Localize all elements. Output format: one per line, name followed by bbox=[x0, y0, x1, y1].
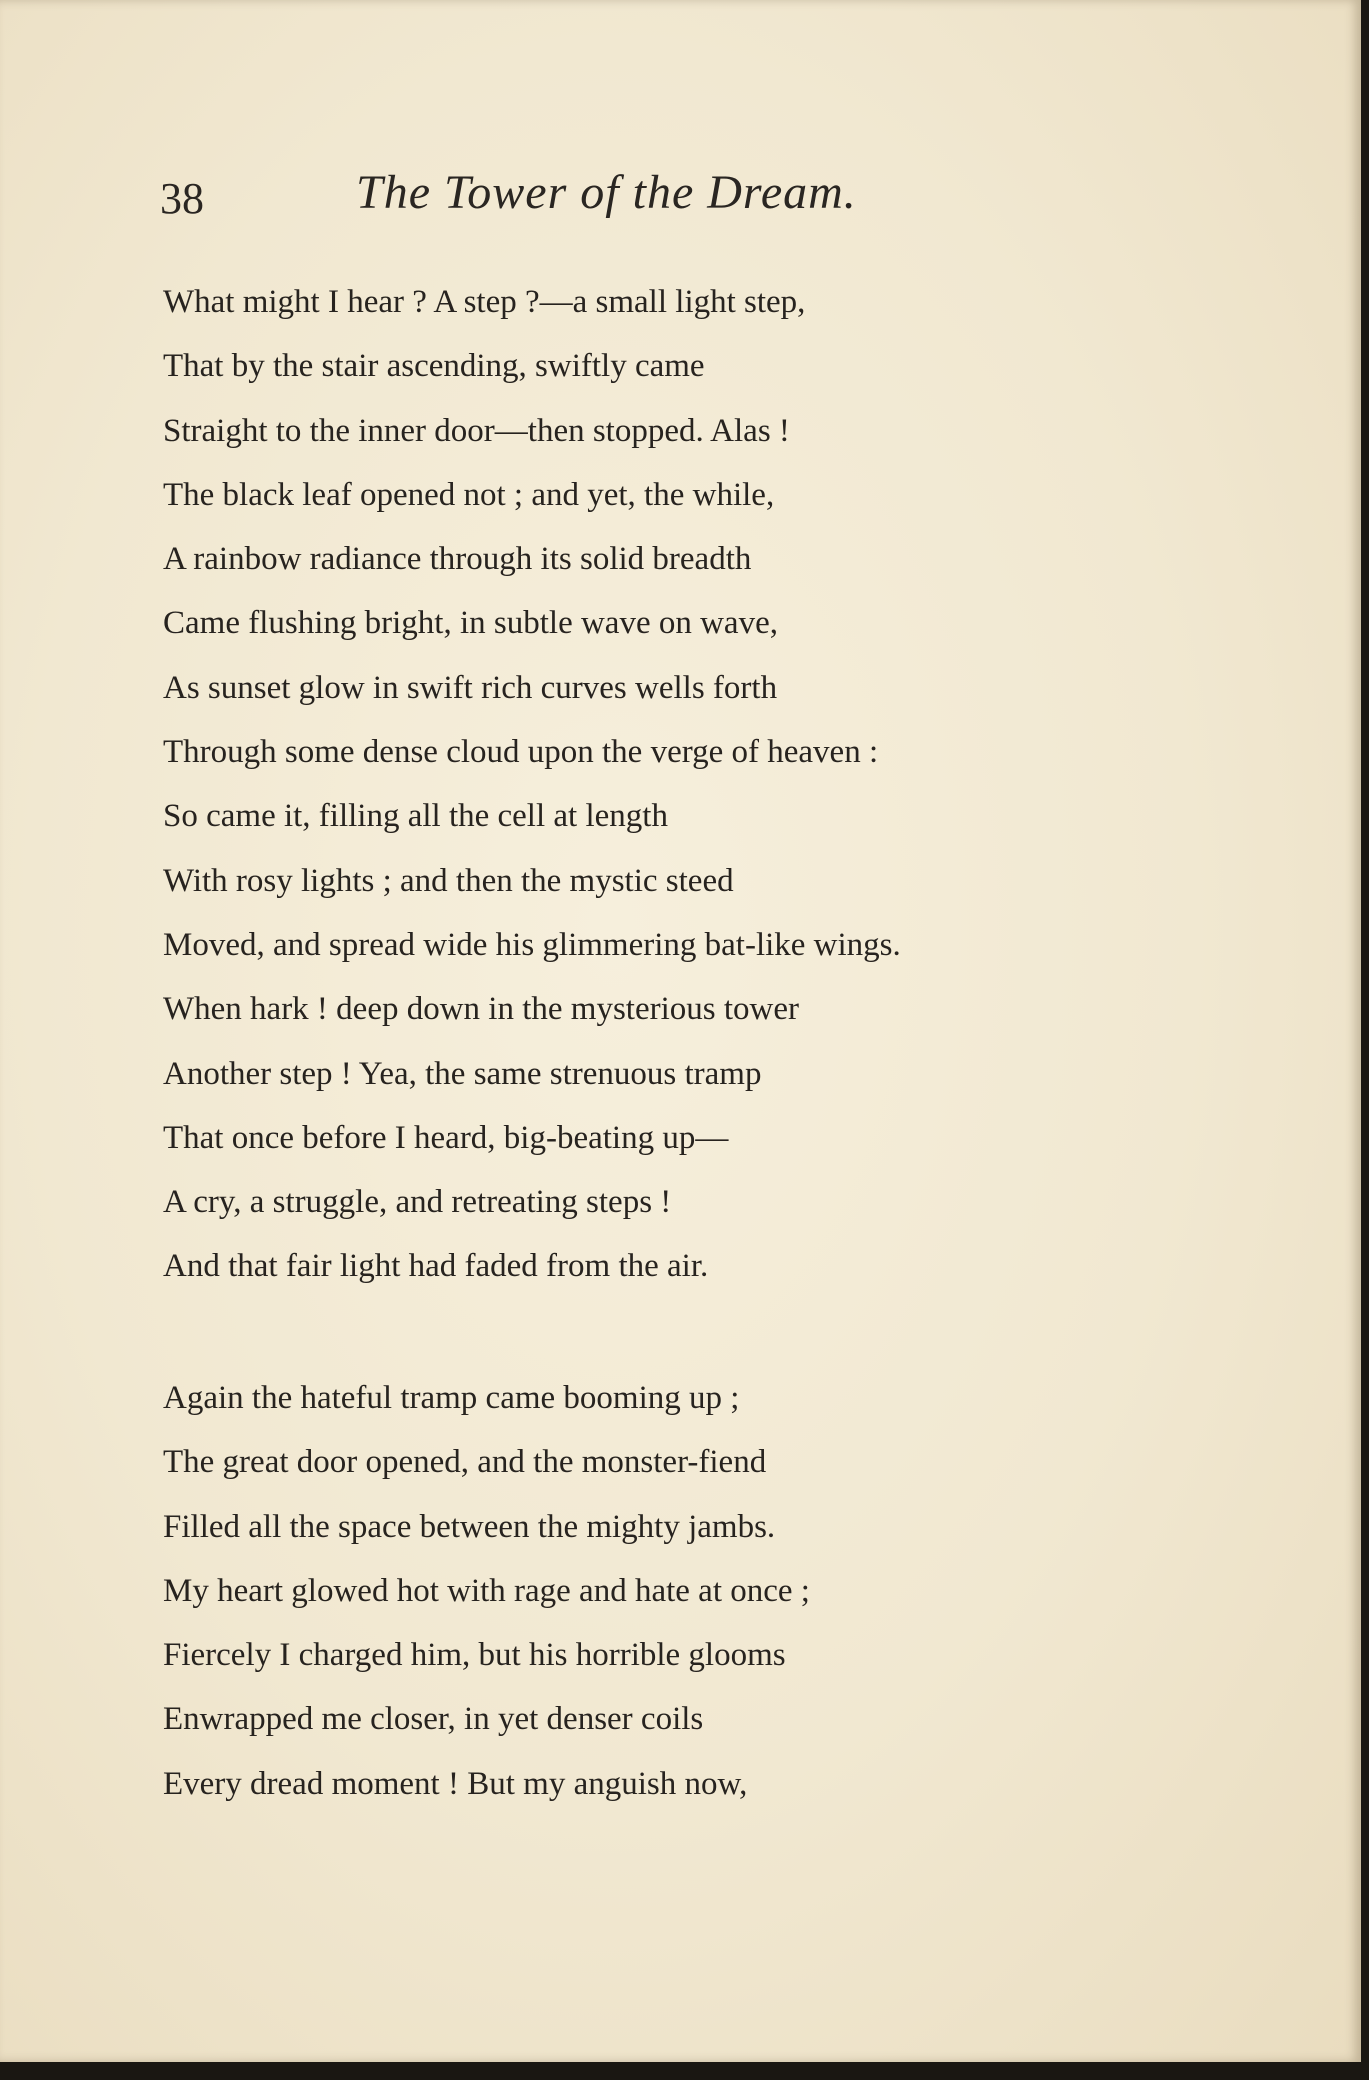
verse-line: The black leaf opened not ; and yet, the while, bbox=[163, 476, 775, 513]
verse-line: Another step ! Yea, the same strenuous tramp bbox=[163, 1055, 762, 1092]
verse-line: So came it, filling all the cell at length bbox=[163, 798, 668, 835]
page-edge-shadow bbox=[1361, 0, 1369, 2080]
page-bottom-shadow bbox=[0, 2062, 1369, 2080]
verse-line: With rosy lights ; and then the mystic steed bbox=[163, 862, 734, 899]
verse-line: What might I hear ? A step ?—a small light step, bbox=[163, 284, 806, 320]
page-header bbox=[160, 165, 1060, 225]
verse-line: A rainbow radiance through its solid breadth bbox=[163, 541, 752, 578]
verse-line: Fiercely I charged him, but his horrible glooms bbox=[163, 1637, 786, 1674]
verse-line: Came flushing bright, in subtle wave on wave, bbox=[163, 605, 778, 642]
verse-line: Enwrapped me closer, in yet denser coils bbox=[163, 1701, 704, 1738]
verse-line: That by the stair ascending, swiftly came bbox=[163, 348, 705, 385]
stanza bbox=[163, 270, 901, 1299]
verse-line: And that fair light had faded from the air. bbox=[163, 1248, 709, 1285]
verse-line: The great door opened, and the monster-fiend bbox=[163, 1444, 767, 1481]
verse-line: That once before I heard, big-beating up— bbox=[163, 1119, 729, 1156]
running-title: The Tower of the Dream. bbox=[356, 166, 857, 219]
verse-line: Straight to the inner door—then stopped. Alas ! bbox=[163, 412, 790, 449]
verse-line: Through some dense cloud upon the verge of heaven : bbox=[163, 734, 879, 771]
page-number: 38 bbox=[160, 174, 204, 223]
stanza bbox=[163, 1366, 810, 1816]
verse-line: A cry, a struggle, and retreating steps ! bbox=[163, 1184, 672, 1221]
verse-line: Moved, and spread wide his glimmering bat-like wings. bbox=[163, 926, 901, 963]
verse-line: Every dread moment ! But my anguish now, bbox=[163, 1765, 748, 1802]
verse-line: As sunset glow in swift rich curves wells forth bbox=[163, 669, 778, 706]
verse-line: When hark ! deep down in the mysterious tower bbox=[163, 991, 799, 1028]
verse-line: Filled all the space between the mighty jambs. bbox=[163, 1508, 776, 1545]
verse-line: Again the hateful tramp came booming up ; bbox=[163, 1380, 740, 1416]
verse-line: My heart glowed hot with rage and hate at once ; bbox=[163, 1572, 810, 1609]
